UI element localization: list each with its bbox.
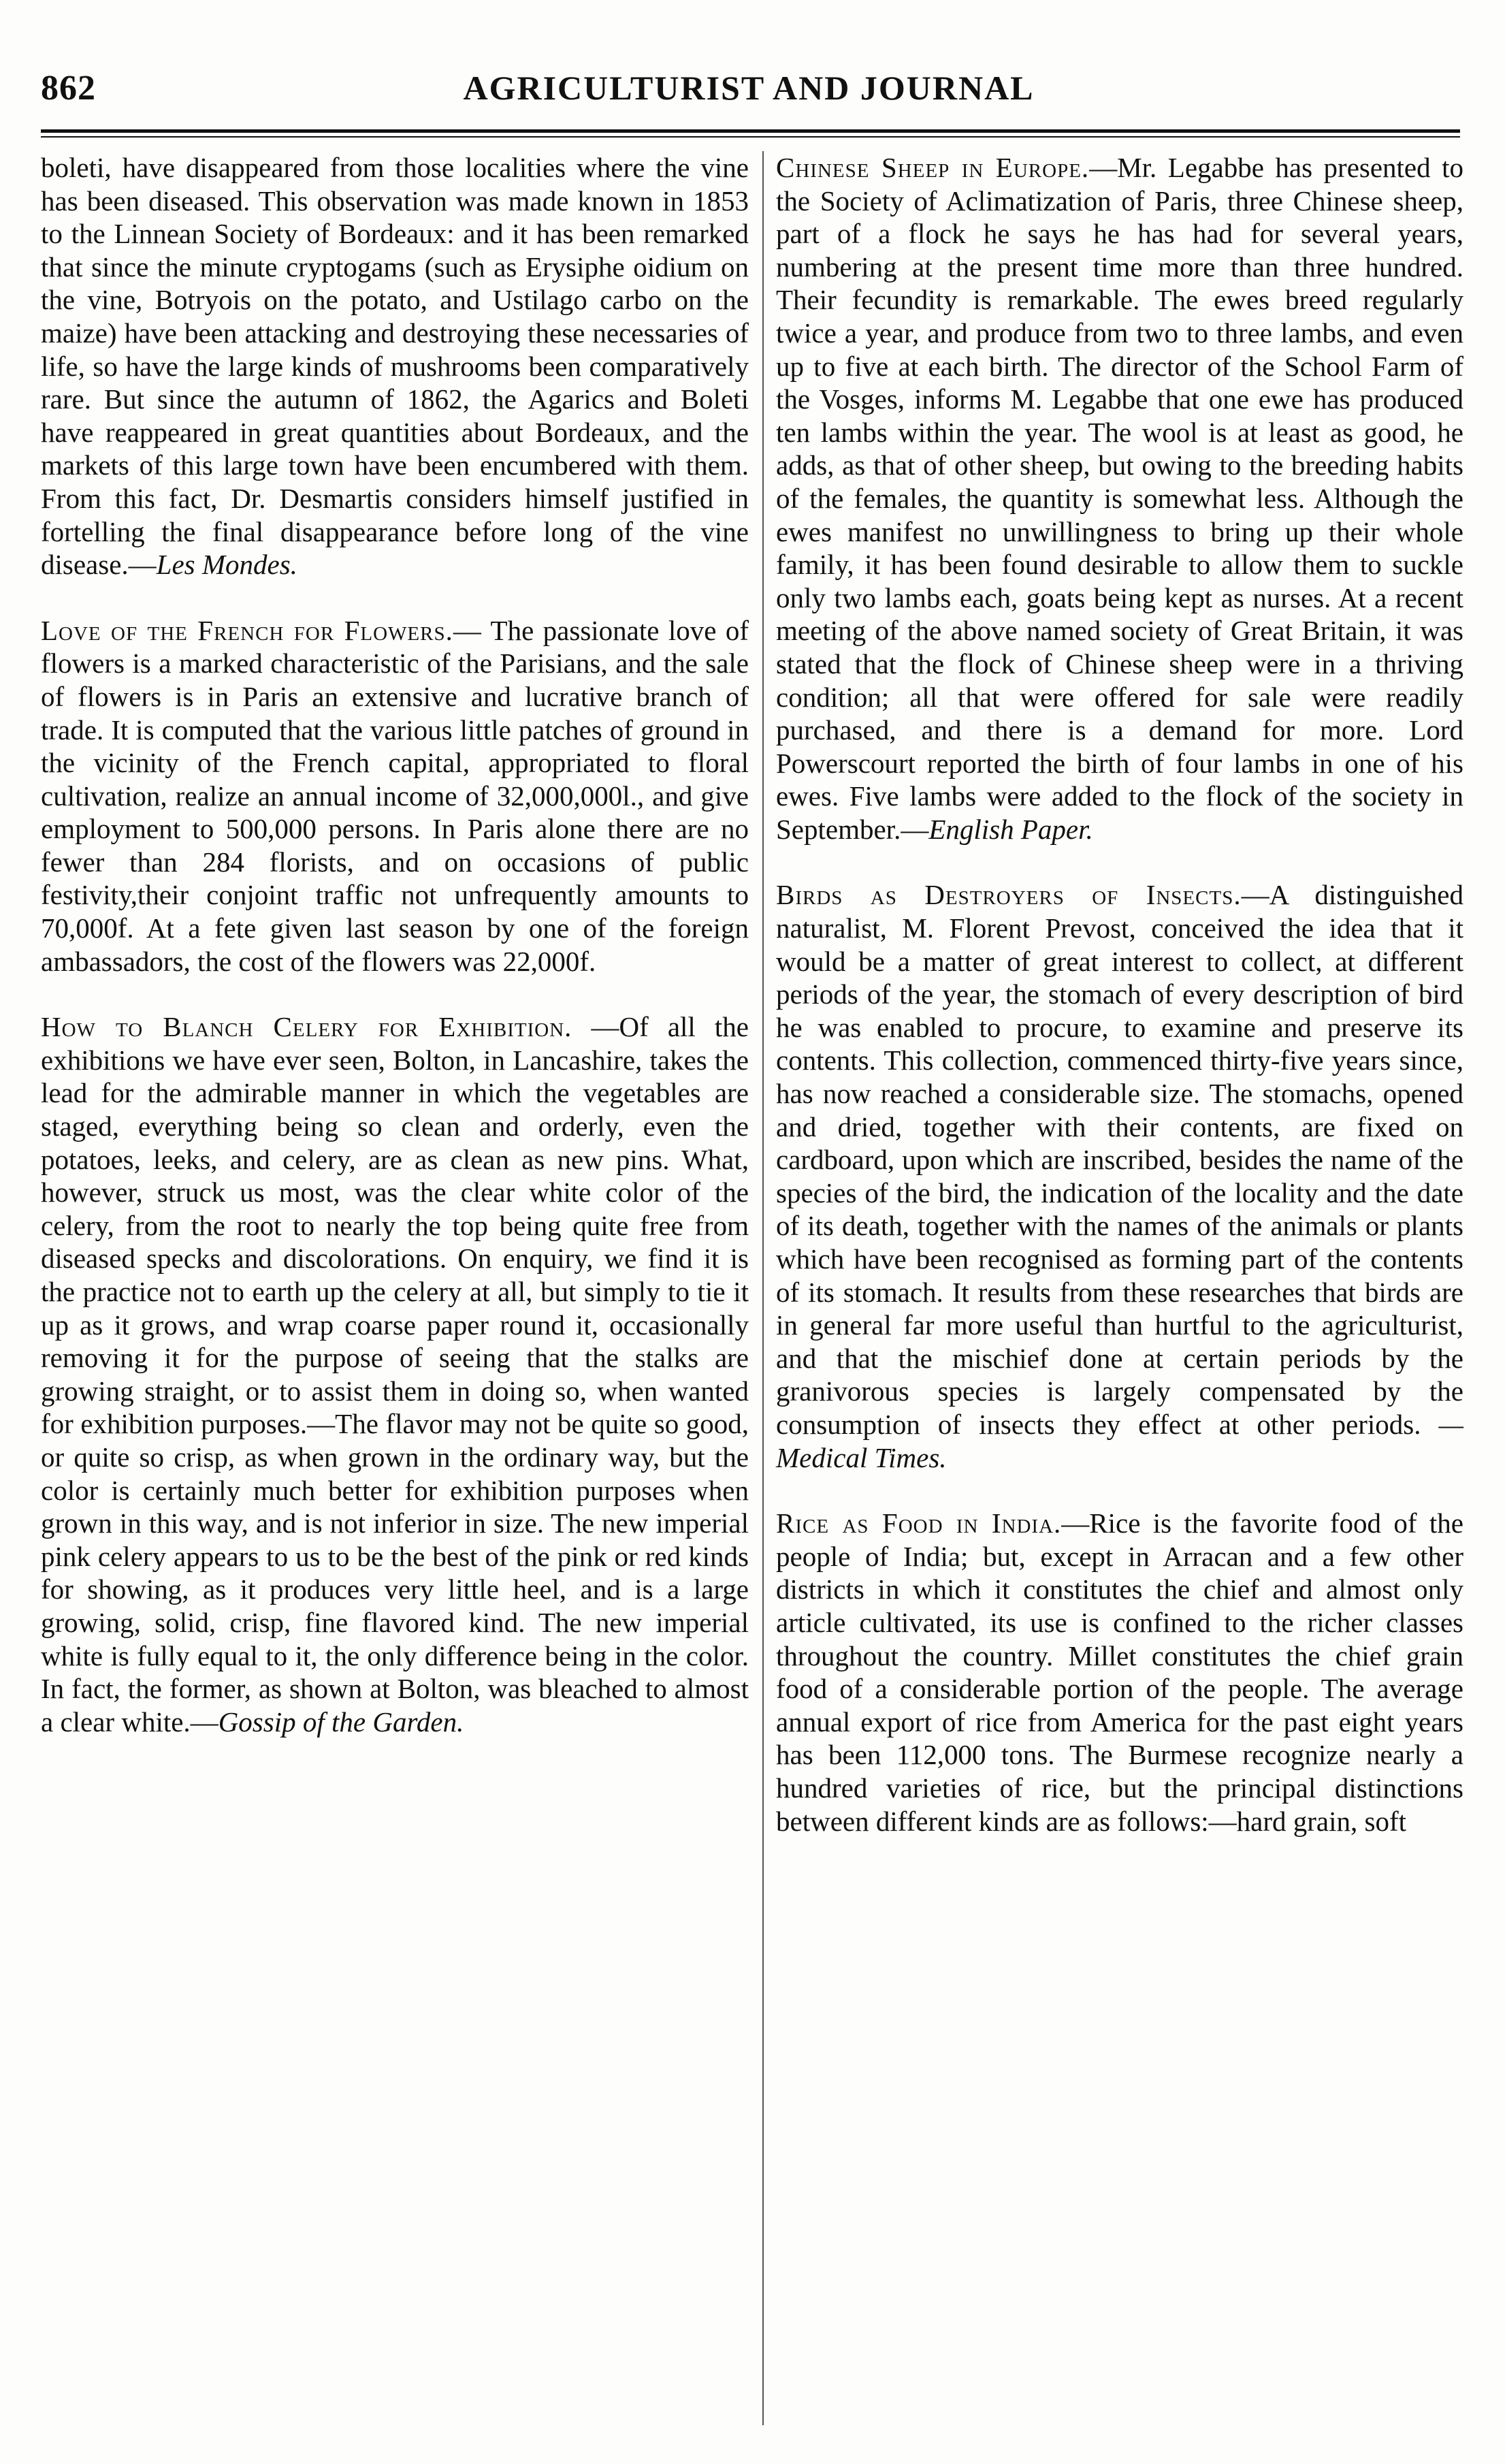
article-text <box>41 614 749 978</box>
article-body: —Rice is the favorite food of the people of India; but, except in Arracan and a few other districts in which it constitutes the chief and almost only article cultivated, its use is confined to the richer classes throughout the country. Millet constitutes the chief grain food of a considerable portion of the people. The average annual export of rice from America for the past eight years has been 112,000 tons. The Burmese recognize nearly a hundred varieties of rice, but the principal distinctions between different kinds are as follows:—hard grain, soft <box>776 1507 1463 1837</box>
article-text <box>41 1010 749 1738</box>
page-header <box>41 68 1457 116</box>
article-heading: Chinese Sheep in Europe. <box>776 152 1090 183</box>
article-text <box>776 151 1463 846</box>
header-rule-thin <box>41 136 1460 138</box>
article-heading: Rice as Food in India. <box>776 1507 1062 1539</box>
article-heading: Birds as Destroyers of Insects. <box>776 879 1242 911</box>
header-rule <box>41 129 1460 133</box>
article-french-flowers <box>41 614 749 978</box>
column-divider <box>762 151 764 2425</box>
right-column <box>776 151 1463 1870</box>
article-text <box>41 151 749 581</box>
article-body: boleti, have disappeared from those localities where the vine has been diseased. This observation was made known in 1853 to the Linnean Society of Bordeaux: and it has been remarked that since the minute cryptogams (such as Erysiphe oidium on the vine, Botryois on the potato, and Ustilago carbo on the maize) have been attacking and destroying these necessaries of life, so have the large kinds of mushrooms been comparatively rare. But since the autumn of 1862, the Agarics and Boleti have reappeared in great quantities about Bordeaux, and the markets of this large town have been encumbered with them. From this fact, Dr. Desmartis considers himself justified in fortelling the final disappearance before long of the vine disease.— <box>41 152 749 581</box>
article-source: Gossip of the Garden. <box>218 1706 464 1738</box>
article-rice-india <box>776 1507 1463 1838</box>
article-mushrooms <box>41 151 749 581</box>
article-source: Les Mondes. <box>156 549 297 581</box>
left-column <box>41 151 749 1771</box>
running-head: AGRICULTURIST AND JOURNAL <box>463 69 1035 107</box>
article-source: English Paper. <box>928 813 1093 845</box>
article-heading: How to Blanch Celery for Exhibition. <box>41 1011 572 1043</box>
article-blanch-celery <box>41 1010 749 1738</box>
article-source: —Medical Times. <box>776 1408 1463 1473</box>
article-body: —A distinguished naturalist, M. Florent Prevost, conceived the idea that it would be a matter of great interest to collect, at different periods of the year, the stomach of every description of bird he was enabled to procure, to examine and preserve its contents. This collection, commenced thirty-five years since, has now reached a considerable size. The stomachs, opened and dried, together with their contents, are fixed on cardboard, upon which are inscribed, besides the name of the species of the bird, the indication of the locality and the date of its death, together with the names of the animals or plants which have been recognised as forming part of the contents of its stomach. It results from these researches that birds are in general far more useful than hurtful to the agriculturist, and that the mischief done at certain periods by the granivorous species is largely compensated by the consumption of insects they effect at other periods. <box>776 879 1463 1440</box>
article-chinese-sheep <box>776 151 1463 846</box>
article-text <box>776 1507 1463 1838</box>
article-body: —Of all the exhibitions we have ever seen, Bolton, in Lancashire, takes the lead for the admirable manner in which the vegetables are staged, everything being so clean and orderly, even the potatoes, leeks, and celery, are as clean as new pins. What, however, struck us most, was the clear white color of the celery, from the root to nearly the top being quite free from diseased specks and discolorations. On enquiry, we find it is the practice not to earth up the celery at all, but simply to tie it up as it grows, and wrap coarse paper round it, occasionally removing it for the purpose of seeing that the stalks are growing straight, or to assist them in doing so, when wanted for exhibition purposes.—The flavor may not be quite so good, or quite so crisp, as when grown in the ordinary way, but the color is certainly much better for exhibition purposes when grown in this way, and is not inferior in size. The new imperial pink celery appears to us to be the best of the pink or red kinds for showing, as it produces very little heel, and is a large growing, solid, crisp, fine flavored kind. The new imperial white is fully equal to it, the only difference being in the color. In fact, the former, as shown at Bolton, was bleached to almost a clear white.— <box>41 1011 749 1738</box>
article-heading: Love of the French for Flowers.— <box>41 614 482 646</box>
article-body: —Mr. Legabbe has presented to the Society of Aclimatization of Paris, three Chinese sheep, part of a flock he says he has had for several years, numbering at the present time more than three hundred. Their fecundity is remarkable. The ewes breed regularly twice a year, and produce from two to three lambs, and even up to five at each birth. The director of the School Farm of the Vosges, informs M. Legabbe that one ewe has produced ten lambs within the year. The wool is at least as good, he adds, as that of other sheep, but owing to the breeding habits of the females, the quantity is somewhat less. Although the ewes manifest no unwillingness to bring up their whole family, it has been found desirable to allow them to suckle only two lambs each, goats being kept as nurses. At a recent meeting of the above named society of Great Britain, it was stated that the flock of Chinese sheep were in a thriving condition; all that were offered for sale were readily purchased, and there is a demand for more. Lord Powerscourt reported the birth of four lambs in one of his ewes. Five lambs were added to the flock of the society in September.— <box>776 152 1464 845</box>
article-text <box>776 878 1463 1474</box>
article-birds-insects <box>776 878 1463 1474</box>
article-body: The passionate love of flowers is a marked characteristic of the Parisians, and the sale of flowers is in Paris an extensive and lucrative branch of trade. It is computed that the various little patches of ground in the vicinity of the French capital, appropriated to floral cultivation, realize an annual income of 32,000,000l., and give employment to 500,000 persons. In Paris alone there are no fewer than 284 florists, and on occasions of public festivity,their conjoint traffic not unfrequently amounts to 70,000f. At a fete given last season by one of the foreign ambassadors, the cost of the flowers was 22,000f. <box>41 614 749 977</box>
page-number: 862 <box>41 69 96 108</box>
